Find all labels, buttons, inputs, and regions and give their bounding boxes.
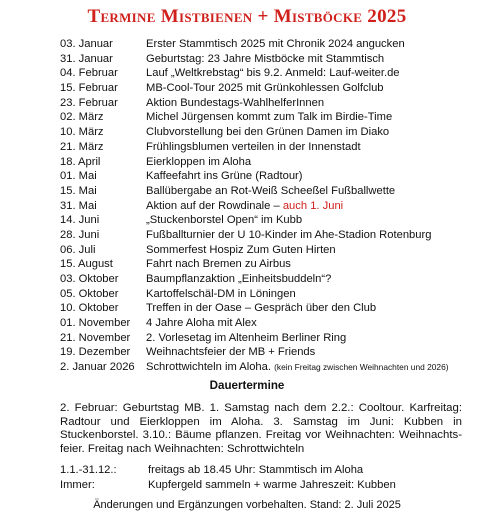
event-date: 10. März [60,126,104,139]
event-text: Fahrt nach Bremen zu Airbus [146,258,291,271]
event-text: Michel Jürgensen kommt zum Talk im Birdie-Time [146,111,393,124]
dauer-heading: Dauertermine [209,379,285,392]
dauer-paragraph: 2. Februar: Geburtstag MB. 1. Samstag nach dem 2.2.: Cooltour. Karfreitag: Radtour und Eierkloppen im Aloha. 3. Samstag im Juni: Kubben in Stuckenborstel. 3.10.: Bäume pflanzen. Freitag vor Weihnachten: Weihnachts-feier. Freitag nach Weihnachten: Schrottwichteln [60,402,462,455]
event-date: 31. Januar [60,52,113,65]
event-list [60,37,490,375]
event-row [60,96,490,111]
event-text: Fußballturnier der U 10-Kinder im Ahe-Stadion Rotenburg [146,228,432,241]
event-text: Weihnachtsfeier der MB + Friends [146,346,316,359]
event-row [60,52,490,67]
event-row [60,316,490,331]
event-note: (kein Freitag zwischen Weihnachten und 2026) [274,362,449,373]
event-row [60,66,490,81]
event-row [60,345,490,360]
event-date: 21. November [60,331,131,344]
event-row [60,301,490,316]
event-date: 02. März [60,111,104,124]
event-date: 2. Januar 2026 [60,361,135,374]
event-text: Frühlingsblumen verteilen in der Innenstadt [146,140,361,153]
event-text: „Stuckenborstel Open“ im Kubb [146,214,303,227]
event-date: 03. Oktober [60,273,119,285]
event-text: Baumpflanzaktion „Einheitsbuddeln“? [146,273,332,285]
event-text: 2. Vorlesetag im Altenheim Berliner Ring [146,331,347,344]
event-row [60,287,490,302]
event-text: Sommerfest Hospiz Zum Guten Hirten [146,243,336,256]
recurring-label: Immer: [60,478,95,491]
event-date: 01. November [60,317,131,330]
event-date: 01. Mai [60,170,97,183]
event-date: 10. Oktober [60,302,119,315]
event-row [60,37,490,52]
recurring-value: Kupfergeld sammeln + warme Jahreszeit: Kubben [148,478,396,491]
event-text: Aktion auf der Rowdinale – [146,199,283,212]
event-row [60,140,490,155]
event-text: Eierkloppen im Aloha [146,155,252,168]
event-row [60,155,490,170]
event-row [60,125,490,140]
page-title: Termine Mistbienen + Mistböcke 2025 [87,6,407,27]
event-row [60,228,490,243]
event-date: 15. Februar [60,82,118,95]
event-date: 04. Februar [60,67,118,80]
recurring-label: 1.1.-31.12.: [60,464,117,476]
event-date: 28. Juni [60,228,100,241]
event-text: Ballübergabe an Rot-Weiß Scheeßel Fußballwette [146,184,396,197]
event-text: 4 Jahre Aloha mit Alex [146,317,257,330]
event-highlight: auch 1. Juni [282,199,344,212]
event-row [60,243,490,258]
event-text: Aktion Bundestags-WahlhelferInnen [146,96,325,109]
event-text-wrap [146,199,343,214]
event-text: MB-Cool-Tour 2025 mit Grünkohlessen Golfclub [146,82,384,95]
event-row [60,169,490,184]
event-row [60,360,490,375]
event-row [60,213,490,228]
recurring-row [60,478,490,493]
event-text: Erster Stammtisch 2025 mit Chronik 2024 angucken [146,38,405,50]
event-text-wrap [146,360,449,375]
event-row [60,257,490,272]
event-date: 15. August [60,258,113,271]
event-row [60,272,490,287]
event-date: 21. März [60,140,104,153]
event-date: 19. Dezember [60,346,131,359]
event-row [60,331,490,346]
event-text: Lauf „Weltkrebstag“ bis 9.2. Anmeld: Lauf-weiter.de [146,67,400,80]
event-date: 23. Februar [60,96,118,109]
event-row [60,110,490,125]
event-date: 03. Januar [60,38,113,50]
event-date: 06. Juli [60,243,96,256]
event-row [60,184,490,199]
event-text: Kartoffelschäl-DM in Löningen [146,287,296,300]
event-row [60,81,490,96]
event-date: 05. Oktober [60,287,119,300]
event-date: 15. Mai [60,184,97,197]
recurring-row [60,463,490,478]
event-row [60,199,490,214]
event-date: 31. Mai [60,199,97,212]
event-date: 14. Juni [60,214,100,227]
event-text: Kaffeefahrt ins Grüne (Radtour) [146,170,303,183]
event-text: Treffen in der Oase – Gespräch über den Club [146,302,377,315]
event-text: Clubvorstellung bei den Grünen Damen im Diako [146,126,390,139]
event-text: Schrottwichteln im Aloha. [146,361,271,374]
event-date: 18. April [60,155,101,168]
recurring-value: freitags ab 18.45 Uhr: Stammtisch im Aloha [148,464,364,476]
recurring-list [60,463,490,492]
footer-note: Änderungen und Ergänzungen vorbehalten. Stand: 2. Juli 2025 [93,499,401,511]
event-text: Geburtstag: 23 Jahre Mistböcke mit Stammtisch [146,52,385,65]
